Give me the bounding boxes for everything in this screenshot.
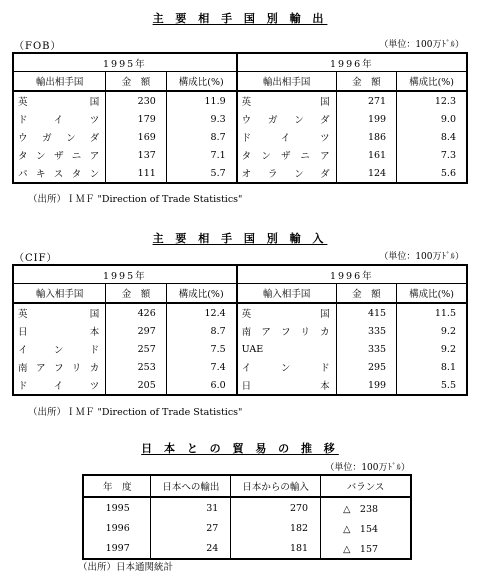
share-cell: 5.7 [166, 164, 236, 183]
export-cell: 24 [151, 538, 231, 559]
table-row [13, 110, 467, 128]
amount-cell: 199 [336, 376, 396, 395]
year-header: 1996年 [237, 265, 467, 284]
country-cell: タンザニア [237, 146, 336, 164]
amount-cell: 271 [336, 91, 396, 110]
amount-cell: 124 [336, 164, 396, 183]
table-row [13, 303, 467, 322]
amount-cell: 137 [106, 146, 166, 164]
column-header: 輸出相手国 [237, 72, 336, 92]
country-cell: 日本 [13, 322, 106, 340]
table-row [13, 340, 467, 358]
column-header: 金 額 [336, 284, 396, 304]
table-row [13, 322, 467, 340]
exports-title: 主 要 相 手 国 別 輸 出 [152, 12, 328, 25]
import-cell: 182 [231, 518, 321, 538]
share-cell: 5.5 [397, 376, 467, 395]
amount-cell: 297 [106, 322, 166, 340]
imports-source: （出所）ＩＭＦ "Direction of Trade Statistics" [28, 407, 243, 418]
amount-cell: 186 [336, 128, 396, 146]
share-cell: 9.3 [166, 110, 236, 128]
year-cell: 1995 [83, 497, 151, 518]
column-header: 金 額 [106, 284, 166, 304]
country-cell: 英国 [13, 303, 106, 322]
country-cell: 南アフリカ [237, 322, 336, 340]
share-cell: 11.9 [166, 91, 236, 110]
exports-source: （出所）ＩＭＦ "Direction of Trade Statistics" [28, 194, 243, 205]
table-row [83, 538, 411, 559]
column-header: 構成比(%) [397, 72, 467, 92]
country-cell: インド [13, 340, 106, 358]
column-header: 日本からの輸入 [231, 475, 321, 497]
country-cell: 英国 [13, 91, 106, 110]
share-cell: 11.5 [397, 303, 467, 322]
japan-trade-title: 日 本 と の 貿 易 の 推 移 [141, 442, 339, 455]
share-cell: 9.2 [397, 340, 467, 358]
imports-title: 主 要 相 手 国 別 輸 入 [152, 232, 328, 245]
japan-trade-unit: （単位：100万ﾄﾞﾙ） [325, 463, 410, 473]
japan-trade-table [82, 474, 412, 560]
country-cell: ウガンダ [13, 128, 106, 146]
table-row [13, 358, 467, 376]
share-cell: 9.2 [397, 322, 467, 340]
column-header: 構成比(%) [166, 284, 236, 304]
year-cell: 1996 [83, 518, 151, 538]
share-cell: 7.5 [166, 340, 236, 358]
column-header: 輸入相手国 [237, 284, 336, 304]
amount-cell: 205 [106, 376, 166, 395]
year-cell: 1997 [83, 538, 151, 559]
country-cell: ドイツ [13, 110, 106, 128]
exports-unit: （単位：100万ﾄﾞﾙ） [379, 40, 464, 50]
share-cell: 12.4 [166, 303, 236, 322]
balance-cell: △ 238 [321, 497, 411, 518]
country-cell: パキスタン [13, 164, 106, 183]
imports-basis: （CIF） [14, 253, 58, 264]
year-header: 1996年 [237, 53, 467, 72]
share-cell: 9.0 [397, 110, 467, 128]
column-header: 輸出相手国 [13, 72, 106, 92]
country-cell: 日本 [237, 376, 336, 395]
amount-cell: 161 [336, 146, 396, 164]
amount-cell: 257 [106, 340, 166, 358]
table-row [13, 91, 467, 110]
share-cell: 8.1 [397, 358, 467, 376]
country-cell: 南アフリカ [13, 358, 106, 376]
column-header: バランス [321, 475, 411, 497]
table-row [13, 376, 467, 395]
year-header: 1995年 [13, 53, 237, 72]
column-header: 輸入相手国 [13, 284, 106, 304]
table-row [83, 497, 411, 518]
imports-table [12, 264, 468, 396]
import-cell: 181 [231, 538, 321, 559]
share-cell: 6.0 [166, 376, 236, 395]
column-header: 日本への輸出 [151, 475, 231, 497]
country-cell: ドイツ [13, 376, 106, 395]
share-cell: 5.6 [397, 164, 467, 183]
column-header: 金 額 [336, 72, 396, 92]
amount-cell: 230 [106, 91, 166, 110]
amount-cell: 415 [336, 303, 396, 322]
balance-cell: △ 154 [321, 518, 411, 538]
amount-cell: 169 [106, 128, 166, 146]
amount-cell: 199 [336, 110, 396, 128]
country-cell: オランダ [237, 164, 336, 183]
amount-cell: 426 [106, 303, 166, 322]
amount-cell: 111 [106, 164, 166, 183]
table-row [83, 518, 411, 538]
share-cell: 12.3 [397, 91, 467, 110]
export-cell: 31 [151, 497, 231, 518]
column-header: 構成比(%) [397, 284, 467, 304]
share-cell: 8.7 [166, 128, 236, 146]
country-cell: 英国 [237, 91, 336, 110]
import-cell: 270 [231, 497, 321, 518]
share-cell: 8.7 [166, 322, 236, 340]
year-header: 1995年 [13, 265, 237, 284]
amount-cell: 335 [336, 340, 396, 358]
country-cell: 英国 [237, 303, 336, 322]
share-cell: 7.1 [166, 146, 236, 164]
column-header: 年 度 [83, 475, 151, 497]
share-cell: 7.4 [166, 358, 236, 376]
exports-basis: （FOB） [14, 41, 62, 52]
share-cell: 7.3 [397, 146, 467, 164]
amount-cell: 295 [336, 358, 396, 376]
country-cell: UAE [237, 340, 336, 358]
exports-table [12, 52, 468, 184]
column-header: 金 額 [106, 72, 166, 92]
country-cell: インド [237, 358, 336, 376]
table-row [13, 164, 467, 183]
amount-cell: 179 [106, 110, 166, 128]
export-cell: 27 [151, 518, 231, 538]
amount-cell: 335 [336, 322, 396, 340]
imports-unit: （単位：100万ﾄﾞﾙ） [379, 252, 464, 262]
column-header: 構成比(%) [166, 72, 236, 92]
table-row [13, 146, 467, 164]
country-cell: ドイツ [237, 128, 336, 146]
balance-cell: △ 157 [321, 538, 411, 559]
table-row [13, 128, 467, 146]
japan-trade-source: （出所）日本通関統計 [78, 562, 174, 573]
amount-cell: 253 [106, 358, 166, 376]
country-cell: タンザニア [13, 146, 106, 164]
country-cell: ウガンダ [237, 110, 336, 128]
share-cell: 8.4 [397, 128, 467, 146]
